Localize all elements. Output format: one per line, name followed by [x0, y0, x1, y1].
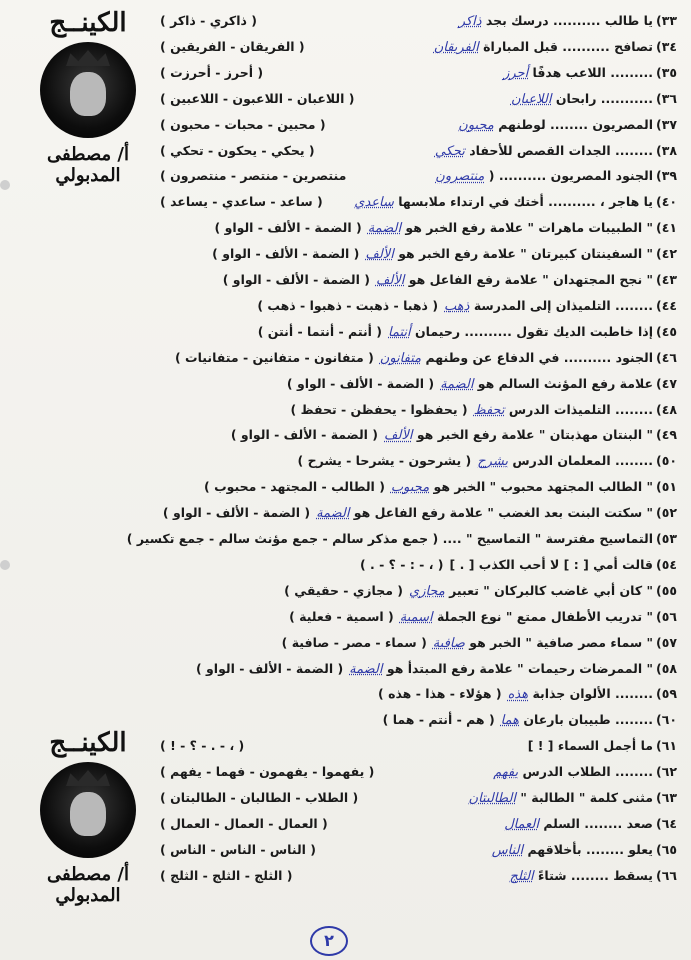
answer-options: ( الطالب - المجتهد - محبوب ): [204, 479, 385, 495]
handwritten-answer: أنتما: [388, 324, 411, 340]
punch-hole: [0, 180, 10, 190]
question-number: ٣٥): [656, 64, 677, 80]
page-number: ٢: [310, 926, 348, 956]
question-stem: مثنى كلمة " الطالبة ": [520, 790, 653, 805]
question-stem: " كان أبي غاضب كالبركان " تعبير: [449, 582, 653, 598]
question-number: ٣٣): [656, 13, 677, 28]
question-stem: " السفينتان كبيرتان " علامة رفع الخبر هو: [398, 246, 653, 262]
answer-options: ( الضمة - الألف - الواو ): [286, 375, 435, 391]
handwritten-answer: اللاعبان: [510, 91, 552, 107]
answer-options: ( الضمة - الألف - الواو ): [230, 427, 379, 443]
question-stem: ........ المعلمان الدرس: [512, 453, 653, 469]
question-stem: ما أجمل السماء [ ! ]: [527, 738, 653, 754]
answer-options: ( يشرحون - يشرحا - يشرح ): [297, 453, 472, 469]
question-stem: " الطالب المجتهد محبوب " الخبر هو: [433, 479, 653, 495]
handwritten-answer: مجازي: [409, 583, 445, 599]
question-row: [8, 683, 677, 705]
question-stem: ........... رابحان: [555, 90, 653, 106]
question-stem: " الطبيبات ماهرات " علامة رفع الخبر هو: [405, 220, 653, 236]
question-row: [8, 243, 677, 265]
answer-options: ( ذاكري - ذاكر ): [160, 13, 257, 28]
question-stem: تصافح .......... قبل المباراة: [483, 38, 653, 54]
question-number: ٥٧): [656, 634, 677, 650]
question-number: ٤٣): [656, 272, 677, 287]
question-row: [160, 813, 677, 835]
handwritten-answer: يفهم: [493, 765, 519, 781]
handwritten-answer: تحكي: [434, 143, 465, 159]
question-row: [160, 839, 677, 861]
answer-options: ( الضمة - الألف - الواو ): [214, 220, 362, 236]
question-row: [160, 165, 677, 187]
question-row: [8, 554, 677, 576]
question-row: [160, 191, 677, 213]
question-number: ٣٤): [656, 38, 677, 54]
question-stem: المصريون ........ لوطنهم: [498, 116, 653, 132]
question-row: [8, 502, 677, 524]
answer-options: ( سماء - مصر - صافية ): [281, 634, 427, 650]
question-number: ٦٣): [656, 790, 677, 805]
question-number: ٤٢): [656, 246, 677, 262]
answer-options: ( الضمة - الألف - الواو ): [222, 272, 370, 287]
handwritten-answer: اسمية: [399, 609, 433, 625]
answer-options: ( ساعد - ساعدي - يساعد ): [160, 194, 323, 210]
handwritten-answer: ذهب: [444, 298, 470, 314]
question-number: ٦٤): [656, 815, 677, 831]
handwritten-answer: الألف: [384, 428, 413, 444]
question-number: ٥٩): [656, 686, 677, 702]
question-row: [8, 373, 677, 395]
handwritten-answer: الضمة: [367, 221, 402, 237]
answer-options: ( هم - أنتم - هما ): [382, 712, 495, 728]
question-stem: الجنود المصريون .......... (: [488, 168, 653, 184]
question-stem: ......... اللاعب هدفًا: [532, 64, 653, 80]
question-number: ٥٤): [656, 556, 677, 572]
answer-options: ( يحكي - يحكون - تحكي ): [160, 142, 315, 158]
question-number: ٤٩): [656, 427, 677, 443]
question-row: [160, 88, 677, 110]
question-row: [160, 140, 677, 162]
question-row: [160, 36, 677, 58]
answer-options: ( الطلاب - الطالبان - الطالبتان ): [160, 790, 359, 805]
answer-options: ( ، - . - ؟ - ! ): [160, 738, 245, 754]
question-number: ٥٥): [656, 582, 677, 598]
handwritten-answer: العمال: [504, 816, 539, 832]
answer-options: ( يحفظوا - يحفظن - تحفظ ): [290, 401, 468, 417]
answer-options: ( الثلج - الثلج - الثلج ): [160, 867, 293, 883]
answer-options: ( أنتم - أنتما - أنتن ): [257, 323, 382, 339]
answer-options: ( أحرز - أحرزت ): [160, 64, 264, 80]
logo-block-bottom: [18, 728, 158, 906]
answer-options: ( يفهموا - يفهمون - فهما - يفهم ): [160, 764, 375, 780]
handwritten-answer: الضمة: [440, 376, 474, 392]
question-row: [8, 528, 677, 550]
answer-options: ( محبين - محبات - محبون ): [160, 116, 326, 132]
answer-options: ( الضمة - الألف - الواو ): [195, 660, 344, 676]
handwritten-answer: هما: [500, 713, 520, 729]
question-number: ٥٦): [656, 608, 677, 624]
question-row: [8, 580, 677, 602]
teacher-name: أ/ مصطفى المدبولي: [47, 864, 129, 906]
handwritten-answer: محبون: [458, 117, 494, 133]
handwritten-answer: الفريقان: [433, 39, 479, 55]
question-row: [8, 295, 677, 317]
question-row: [8, 399, 677, 421]
lion-logo-icon: [40, 762, 136, 858]
answer-options: ( مجازي - حقيقي ): [284, 582, 404, 598]
handwritten-answer: الضمة: [316, 506, 350, 522]
brand-title: الكينــج: [49, 8, 127, 38]
handwritten-answer: ساعدي: [354, 195, 394, 211]
answer-options: ( متفانون - متفانين - متفانيات ): [174, 349, 374, 365]
question-stem: " البنتان مهذبتان " علامة رفع الخبر هو: [416, 427, 653, 443]
handwritten-answer: تحفظ: [473, 402, 505, 418]
question-number: ٤٥): [656, 323, 677, 339]
question-number: ٤٤): [656, 297, 677, 313]
question-stem: إذا خاطبت الديك تقول .......... رحيمان: [415, 323, 653, 339]
question-number: ٣٩): [656, 168, 677, 184]
question-row: [8, 709, 677, 731]
handwritten-answer: منتصرون: [435, 169, 485, 185]
logo-block-top: [18, 8, 158, 186]
question-row: [8, 658, 677, 680]
question-row: [160, 62, 677, 84]
question-stem: ........ الألوان جذابة: [532, 686, 653, 702]
answer-options: ( الضمة - الألف - الواو ): [162, 505, 311, 521]
answer-options: ( اللاعبان - اللاعبون - اللاعبين ): [160, 90, 355, 106]
question-number: ٥٨): [656, 660, 677, 676]
question-row: [8, 269, 677, 291]
question-number: ٤٨): [656, 401, 677, 417]
question-row: [160, 865, 677, 887]
question-row: [8, 217, 677, 239]
question-stem: صعد ........ السلم: [543, 815, 653, 831]
question-row: [8, 606, 677, 628]
answer-options: ( هؤلاء - هذا - هذه ): [378, 686, 502, 702]
lion-logo-icon: [40, 42, 136, 138]
question-row: [8, 632, 677, 654]
handwritten-answer: ذاكر: [458, 14, 482, 29]
brand-title: الكينــج: [49, 728, 127, 758]
question-number: ٣٦): [656, 90, 677, 106]
answer-options: ( الفريقان - الفريقين ): [160, 38, 305, 54]
question-number: ٥١): [656, 479, 677, 495]
answer-options: ( اسمية - فعلية ): [289, 608, 394, 624]
handwritten-answer: الطالبتان: [468, 791, 517, 806]
handwritten-answer: محبوب: [390, 480, 430, 496]
question-stem: قالت أمي [ : ] لا أحب الكذب [ . ]: [449, 556, 653, 572]
question-number: ٤١): [656, 220, 677, 236]
question-number: ٤٧): [656, 375, 677, 391]
question-row: [160, 114, 677, 136]
handwritten-answer: الثلج: [509, 868, 534, 884]
answer-options: منتصرين - منتصر - منتصرون ): [160, 168, 347, 184]
question-row: [160, 787, 677, 809]
question-stem: " سكتت البنت بعد الغضب " علامة رفع الفاعل هو: [353, 505, 653, 521]
question-stem: ........ التلميذان إلى المدرسة: [473, 297, 653, 313]
handwritten-answer: الضمة: [349, 661, 383, 677]
question-row: [8, 424, 677, 446]
question-stem: يعلو ........ بأخلاقهم: [527, 841, 653, 857]
question-stem: " نجح المجتهدان " علامة رفع الفاعل هو: [408, 272, 653, 287]
question-stem: الجنود .......... في الدفاع عن وطنهم: [425, 349, 653, 365]
question-row: [8, 321, 677, 343]
question-row: [8, 450, 677, 472]
question-stem: يسقط ........ شتاءً: [538, 867, 653, 883]
question-row: [160, 735, 677, 757]
handwritten-answer: الناس: [491, 842, 524, 858]
question-stem: " تدريب الأطفال ممتع " نوع الجملة: [437, 608, 653, 624]
question-number: ٤٦): [656, 349, 677, 365]
question-stem: علامة رفع المؤنث السالم هو: [477, 375, 653, 391]
answer-options: ( ذهبا - ذهبت - ذهبوا - ذهب ): [257, 297, 439, 313]
handwritten-answer: الألف: [375, 273, 405, 288]
answer-options: ( العمال - العمال - العمال ): [160, 815, 328, 831]
handwritten-answer: يشرح: [477, 454, 509, 470]
question-stem: يا هاجر ، .......... أختك في ارتداء ملابسها: [398, 194, 653, 210]
handwritten-answer: صافية: [432, 635, 465, 651]
handwritten-answer: أحرز: [503, 65, 529, 81]
question-row: [160, 761, 677, 783]
answer-options: ( ، - : - ؟ - . ): [359, 556, 444, 572]
handwritten-answer: الألف: [365, 247, 394, 263]
question-number: ٦٦): [656, 867, 677, 883]
question-number: ٤٠): [656, 194, 677, 210]
question-stem: ........ طبيبان بارعان: [523, 712, 653, 728]
question-number: ٦١): [656, 738, 677, 754]
question-stem: ........ الطلاب الدرس: [522, 764, 653, 780]
question-row: [8, 476, 677, 498]
question-number: ٦٢): [656, 764, 677, 780]
question-stem: ........ الجدات القصص للأحفاد: [469, 142, 653, 158]
question-number: ٣٨): [656, 142, 677, 158]
teacher-name: أ/ مصطفى المدبولي: [47, 144, 129, 186]
handwritten-answer: متفانون: [379, 350, 422, 366]
question-row: [8, 347, 677, 369]
question-number: ٦٥): [656, 841, 677, 857]
question-number: ٥٣): [656, 531, 677, 546]
question-stem: " الممرضات رحيمات " علامة رفع المبتدأ هو: [386, 660, 653, 676]
question-number: ٥٠): [656, 453, 677, 469]
question-stem: يا طالب .......... درسك بجد: [485, 13, 653, 28]
question-number: ٥٢): [656, 505, 677, 521]
answer-options: ( الضمة - الألف - الواو ): [212, 246, 360, 262]
question-number: ٣٧): [656, 116, 677, 132]
question-stem: " سماء مصر صافية " الخبر هو: [469, 634, 653, 650]
question-number: ٦٠): [656, 712, 677, 728]
question-stem: التماسيح مفترسة " التماسيح " .... ( جمع مذكر سالم - جمع مؤنث سالم - جمع تكسير ): [126, 531, 653, 546]
handwritten-answer: هذه: [507, 687, 529, 703]
question-row: [160, 10, 677, 32]
answer-options: ( الناس - الناس - الناس ): [160, 841, 316, 857]
question-stem: ........ التلميذات الدرس: [508, 401, 653, 417]
